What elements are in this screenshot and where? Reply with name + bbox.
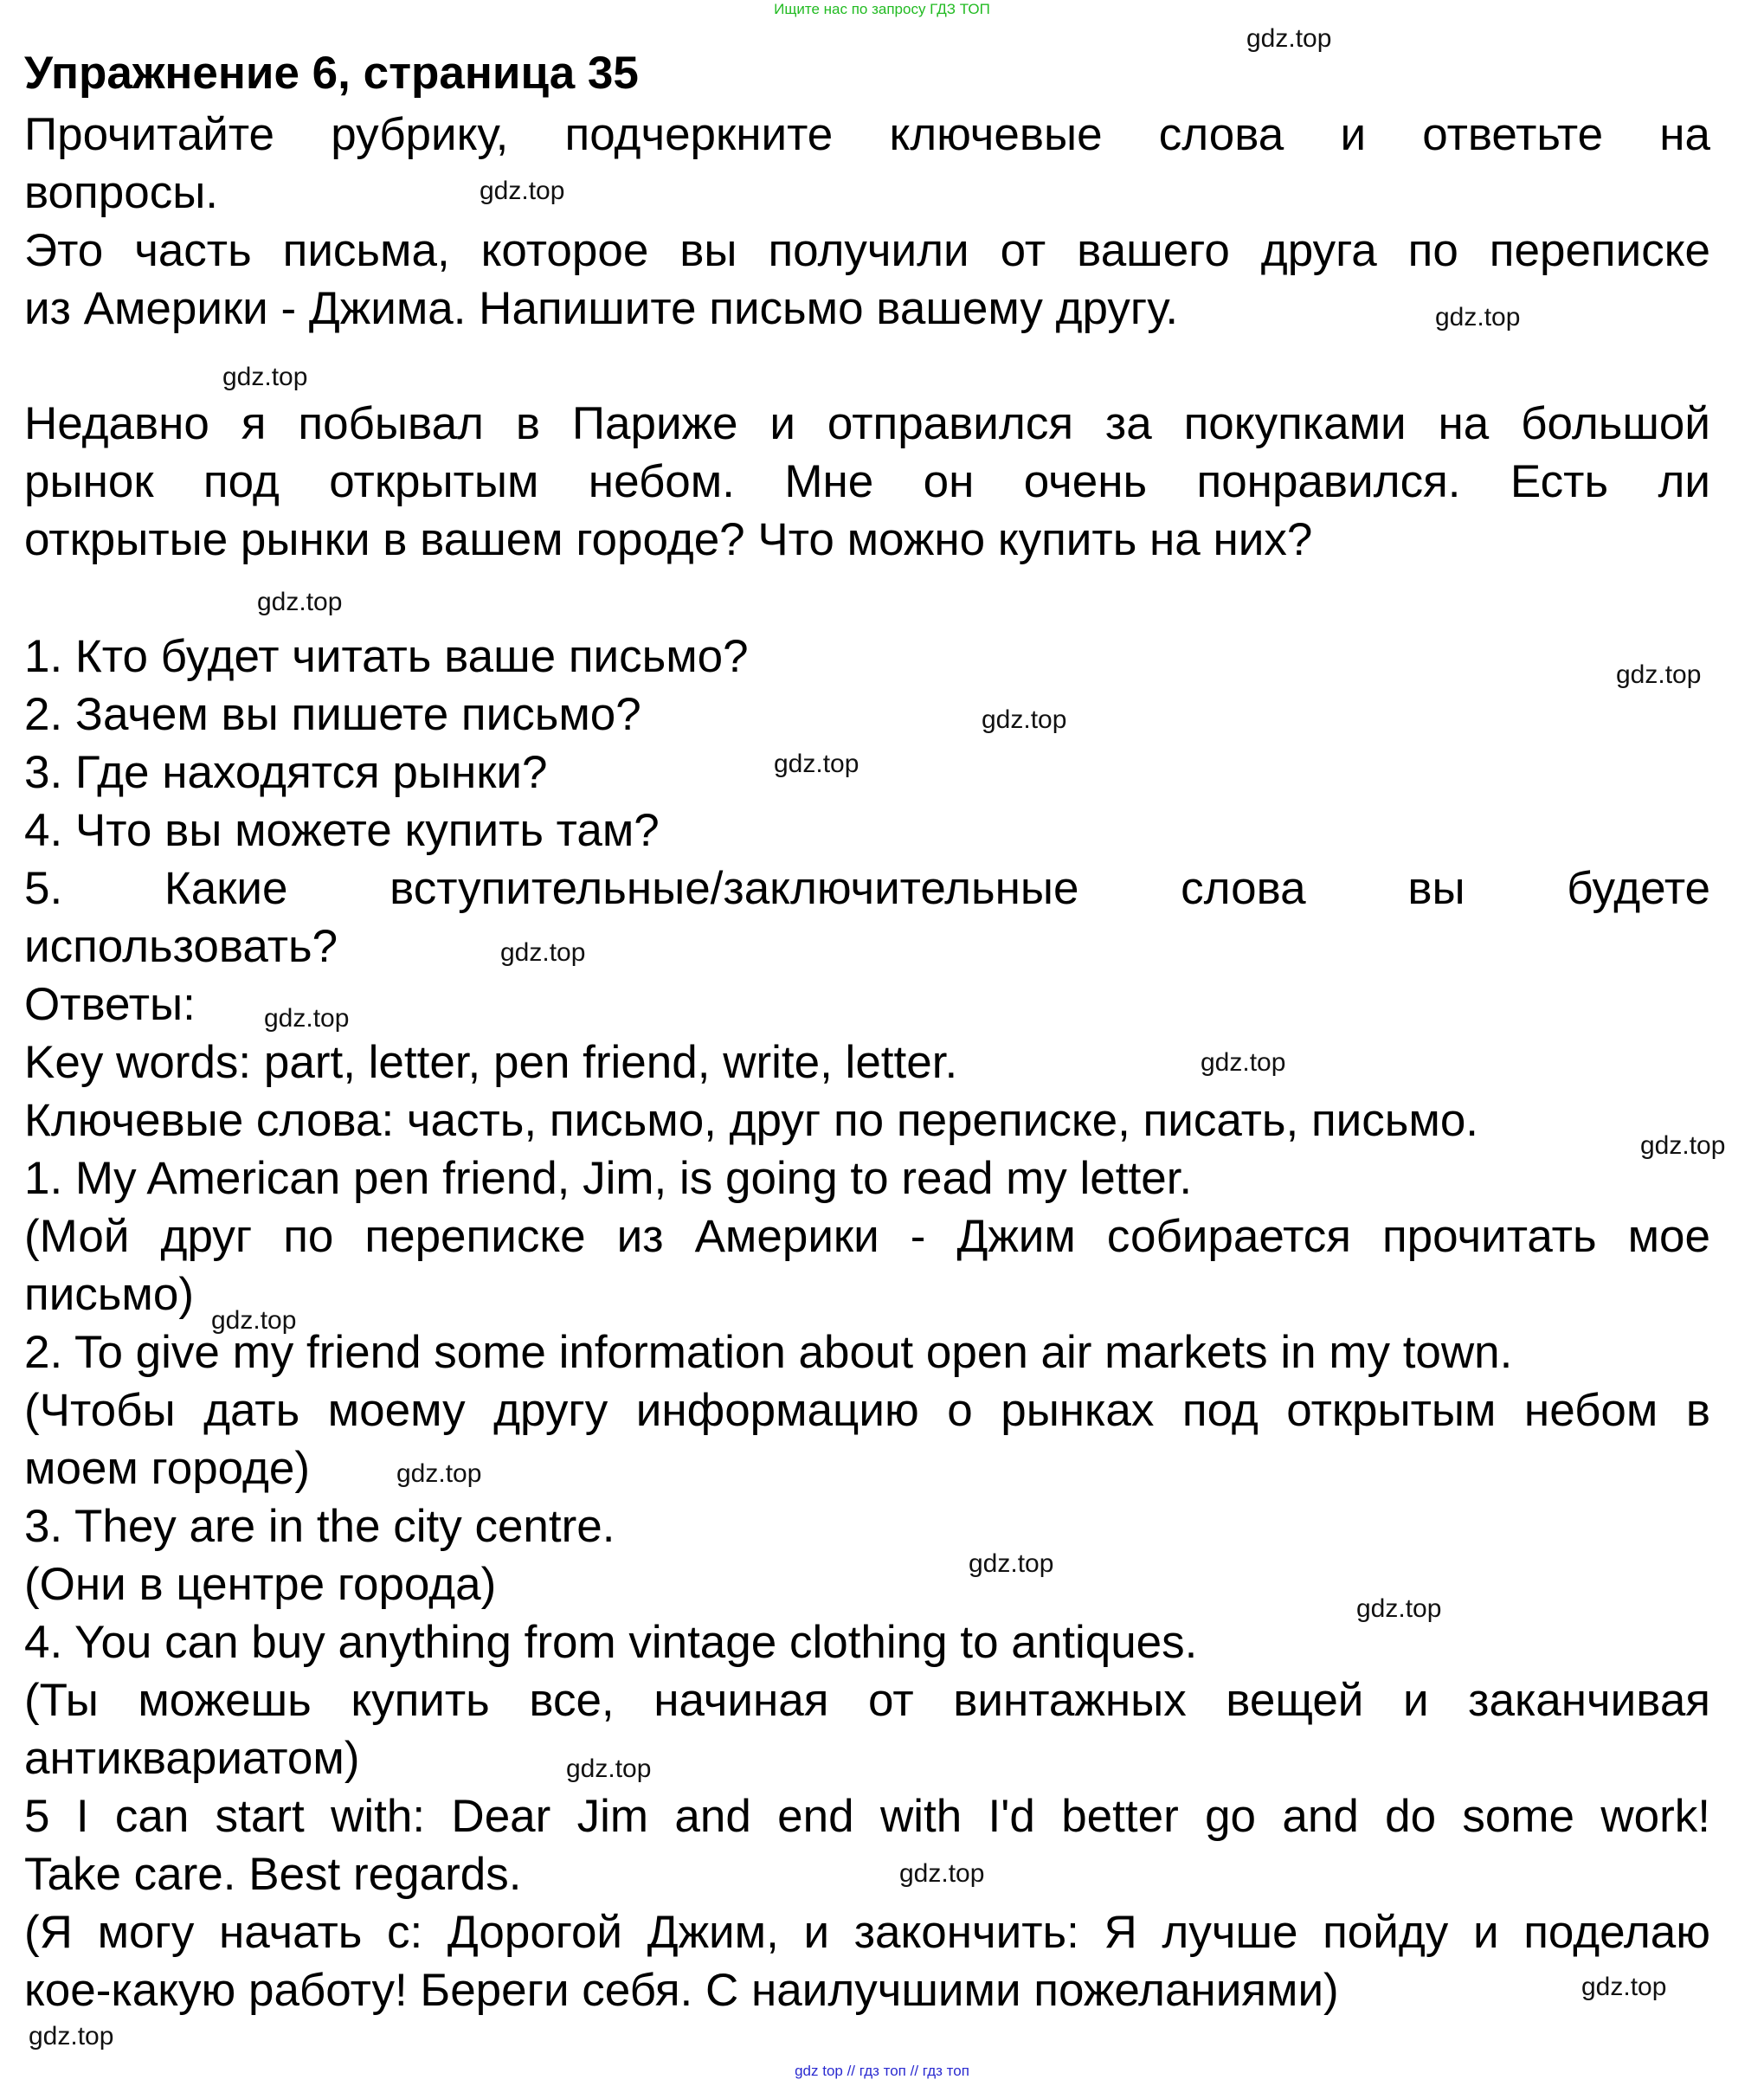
watermark: gdz.top bbox=[1581, 1973, 1667, 2001]
answer-line: 4. You can buy anything from vintage clothing to antiques. bbox=[24, 1617, 1198, 1668]
watermark: gdz.top bbox=[899, 1859, 985, 1888]
text-line: Прочитайте рубрику, подчеркните ключевые слова и ответьте на bbox=[24, 109, 1710, 160]
watermark: gdz.top bbox=[1435, 303, 1521, 332]
question-line: 2. Зачем вы пишете письмо? bbox=[24, 689, 641, 740]
text-line: рынок под открытым небом. Мне он очень понравился. Есть ли bbox=[24, 456, 1710, 507]
text-line: Это часть письма, которое вы получили от вашего друга по переписке bbox=[24, 225, 1710, 276]
question-line: 4. Что вы можете купить там? bbox=[24, 805, 660, 856]
text-line: из Америки - Джима. Напишите письмо вашему другу. bbox=[24, 283, 1179, 334]
bottom-banner-link[interactable]: gdz top // гдз топ // гдз топ bbox=[795, 2063, 969, 2079]
watermark: gdz.top bbox=[982, 705, 1067, 734]
watermark: gdz.top bbox=[1201, 1048, 1286, 1077]
answer-line: Key words: part, letter, pen friend, write, letter. bbox=[24, 1037, 958, 1088]
watermark: gdz.top bbox=[222, 363, 308, 391]
answer-line: Ключевые слова: часть, письмо, друг по переписке, писать, письмо. bbox=[24, 1095, 1479, 1146]
answer-line: 3. They are in the city centre. bbox=[24, 1501, 615, 1552]
answer-line: 5 I can start with: Dear Jim and end with I'd better go and do some work! bbox=[24, 1791, 1710, 1842]
answer-line: 2. To give my friend some information about open air markets in my town. bbox=[24, 1327, 1513, 1378]
answer-line: антиквариатом) bbox=[24, 1733, 360, 1784]
answer-line: (Мой друг по переписке из Америки - Джим собирается прочитать мое bbox=[24, 1211, 1710, 1262]
watermark: gdz.top bbox=[500, 938, 586, 967]
text-line: вопросы. bbox=[24, 167, 219, 218]
answer-line: письмо) bbox=[24, 1269, 194, 1320]
question-line: 3. Где находятся рынки? bbox=[24, 747, 548, 798]
page-title: Упражнение 6, страница 35 bbox=[24, 48, 639, 99]
watermark: gdz.top bbox=[396, 1459, 482, 1488]
question-line: 5. Какие вступительные/заключительные слова вы будете bbox=[24, 863, 1710, 914]
answer-line: 1. My American pen friend, Jim, is going to read my letter. bbox=[24, 1153, 1193, 1204]
watermark: gdz.top bbox=[566, 1754, 652, 1783]
watermark: gdz.top bbox=[480, 177, 565, 205]
answer-line: (Они в центре города) bbox=[24, 1559, 497, 1610]
answer-line: (Ты можешь купить все, начиная от винтажных вещей и заканчивая bbox=[24, 1675, 1710, 1726]
question-line: использовать? bbox=[24, 921, 338, 972]
watermark: gdz.top bbox=[264, 1004, 350, 1033]
question-line: 1. Кто будет читать ваше письмо? bbox=[24, 631, 749, 682]
answers-heading: Ответы: bbox=[24, 979, 196, 1030]
watermark: gdz.top bbox=[211, 1306, 297, 1335]
watermark: gdz.top bbox=[774, 750, 859, 778]
watermark: gdz.top bbox=[1616, 660, 1702, 689]
answer-line: кое-какую работу! Береги себя. С наилучшими пожеланиями) bbox=[24, 1965, 1339, 2016]
watermark: gdz.top bbox=[1640, 1131, 1726, 1160]
answer-line: (Я могу начать с: Дорогой Джим, и закончить: Я лучше пойду и поделаю bbox=[24, 1907, 1710, 1958]
answer-line: моем городе) bbox=[24, 1443, 311, 1494]
answer-line: Take care. Best regards. bbox=[24, 1849, 522, 1900]
watermark: gdz.top bbox=[1356, 1594, 1442, 1623]
text-line: открытые рынки в вашем городе? Что можно купить на них? bbox=[24, 514, 1313, 565]
top-banner-link[interactable]: Ищите нас по запросу ГДЗ ТОП bbox=[774, 1, 990, 17]
answer-line: (Чтобы дать моему другу информацию о рынках под открытым небом в bbox=[24, 1385, 1710, 1436]
watermark: gdz.top bbox=[1246, 24, 1332, 53]
text-line: Недавно я побывал в Париже и отправился за покупками на большой bbox=[24, 398, 1710, 449]
watermark: gdz.top bbox=[29, 2022, 114, 2051]
watermark: gdz.top bbox=[969, 1549, 1054, 1578]
watermark: gdz.top bbox=[257, 588, 343, 616]
